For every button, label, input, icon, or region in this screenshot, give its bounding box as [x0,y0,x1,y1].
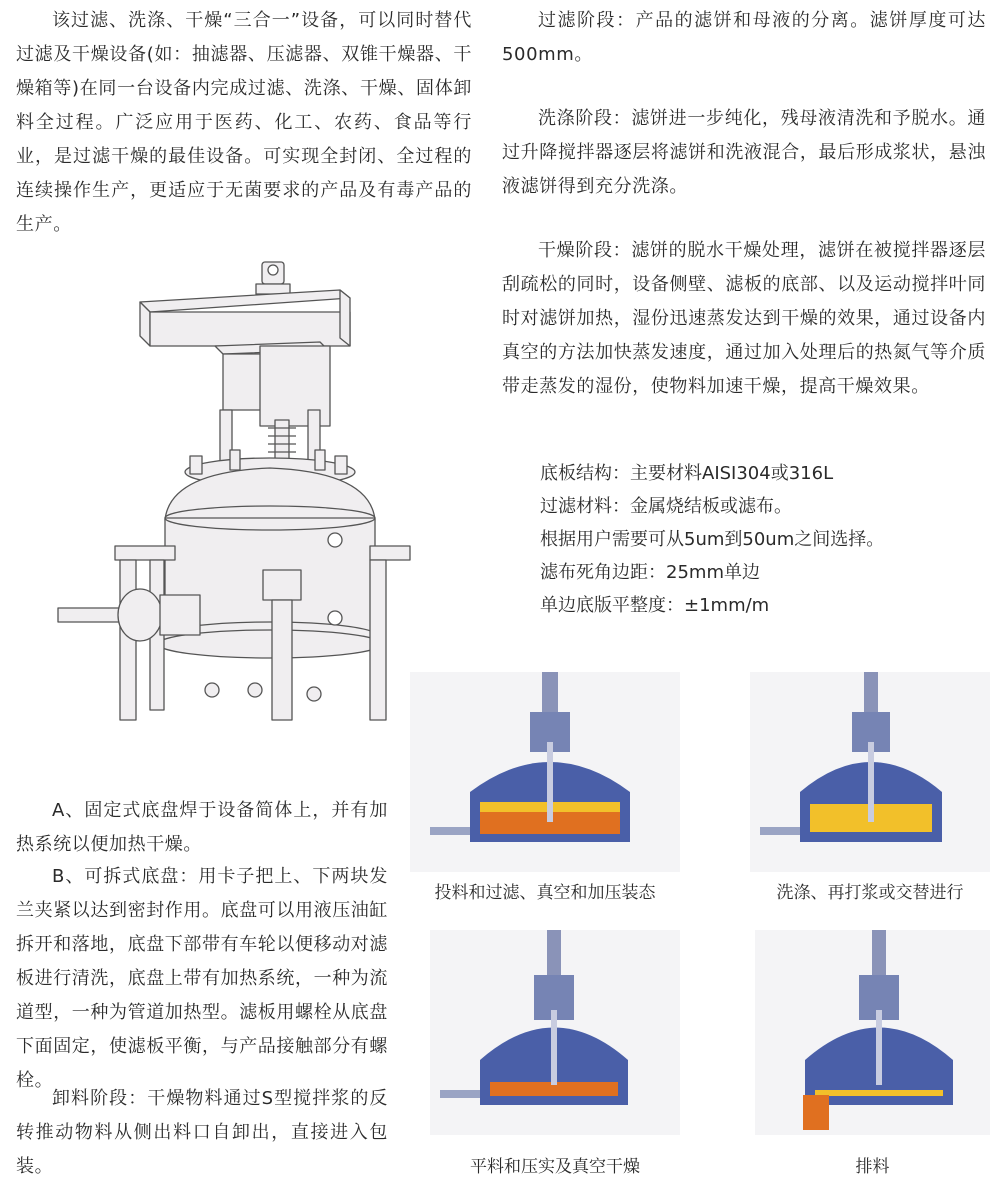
spec-line: 单边底版平整度：±1mm/m [540,595,770,616]
paragraph-b: B、可拆式底盘：用卡子把上、下两块发兰夹紧以达到密封作用。底盘可以用液压油缸拆开和落地，底盘下部带有车轮以便移动对滤板进行清洗，底盘上带有加热系统，一种为流道型，一种为管道加热型。滤板用螺栓从底盘下面固定，使滤板平衡，与产品接触部分有螺栓。 [16,866,388,1091]
caption-fill-filter: 投料和过滤、真空和加压装态 [434,883,656,903]
filter-stage-paragraph: 过滤阶段：产品的滤饼和母液的分离。滤饼厚度可达500mm。 [502,10,986,65]
caption-discharge: 排料 [855,1157,890,1177]
process-diagram-discharge [755,930,990,1135]
equipment-drawing [50,250,470,730]
intro-paragraph: 该过滤、洗涤、干燥“三合一”设备，可以同时替代过滤及干燥设备(如：抽滤器、压滤器、双锥干燥器、干燥箱等)在同一台设备内完成过滤、洗涤、干燥、固体卸料全过程。广泛应用于医药、化工、农药、食品等行业，是过滤干燥的最佳设备。可实现全封闭、全过程的连续操作生产，更适应于无菌要求的产品及有毒产品的生产。 [16,10,472,235]
discharge-stage-paragraph: 卸料阶段：干燥物料通过S型搅拌浆的反转推动物料从侧出料口自卸出，直接进入包装。 [16,1088,388,1177]
process-diagram-fill-filter [410,672,680,872]
process-diagram-wash-reslurry [750,672,990,872]
spec-line: 根据用户需要可从5um到50um之间选择。 [540,529,885,550]
caption-wash: 洗涤、再打浆或交替进行 [776,883,964,903]
spec-line: 底板结构：主要材料AISI304或316L [540,463,834,484]
dry-stage-paragraph: 干燥阶段：滤饼的脱水干燥处理，滤饼在被搅拌器逐层刮疏松的同时，设备侧壁、滤板的底部、以及运动搅拌叶同时对滤饼加热，湿份迅速蒸发达到干燥的效果，通过设备内真空的方法加快蒸发速度，通过加入处理后的热氮气等介质带走蒸发的湿份，使物料加速干燥，提高干燥效果。 [502,240,986,397]
spec-line: 过滤材料：金属烧结板或滤布。 [540,496,792,517]
process-diagram-level-compress [430,930,680,1135]
spec-line: 滤布死角边距：25mm单边 [540,562,760,583]
wash-stage-paragraph: 洗涤阶段：滤饼进一步纯化，残母液清洗和予脱水。通过升降搅拌器逐层将滤饼和洗液混合，最后形成浆状，悬浊液滤饼得到充分洗涤。 [502,108,986,197]
caption-level-dry: 平料和压实及真空干燥 [470,1157,640,1177]
paragraph-a: A、固定式底盘焊于设备简体上，并有加热系统以便加热干燥。 [16,800,388,855]
